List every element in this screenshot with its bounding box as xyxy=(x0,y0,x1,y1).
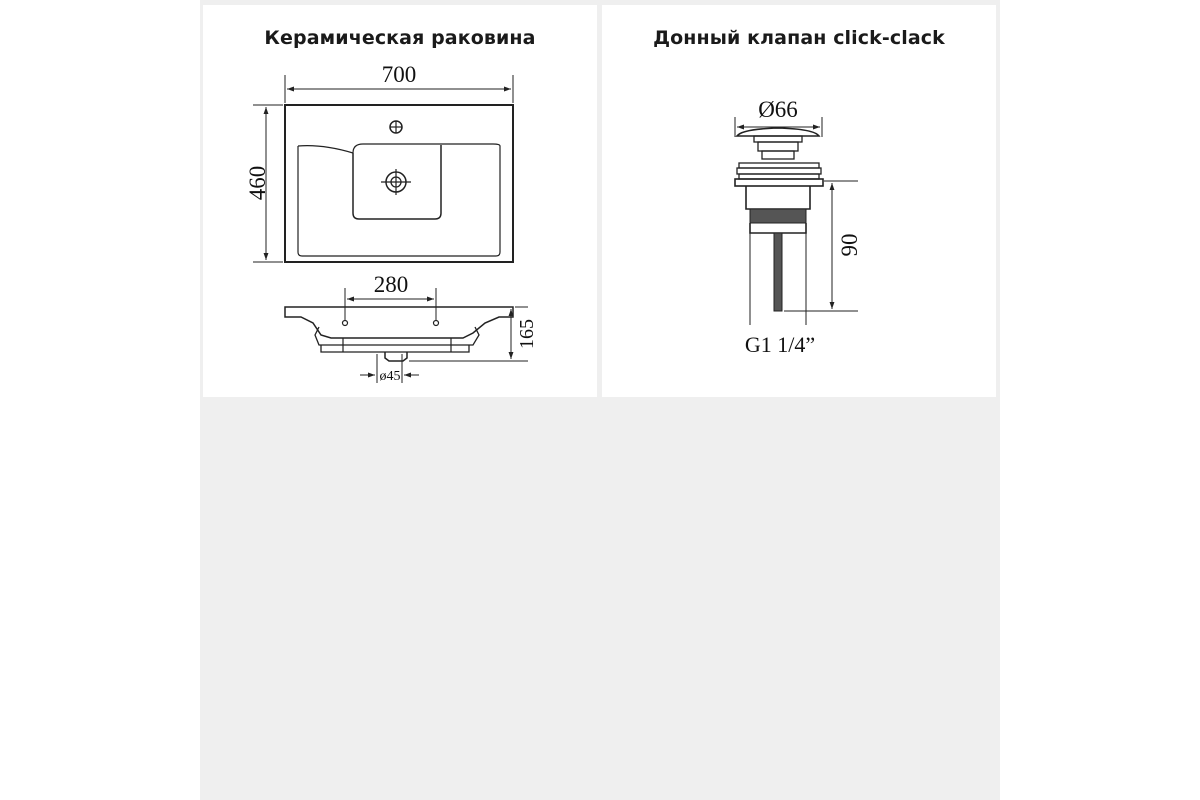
dim-drain-diameter-label: ø45 xyxy=(379,369,401,384)
dim-thread-label: G1 1/4” xyxy=(744,332,816,357)
sink-drawing-panel xyxy=(203,5,597,397)
dim-faucet-spacing xyxy=(345,272,436,321)
dim-width xyxy=(285,62,513,103)
dim-drain-diameter xyxy=(360,354,419,384)
sink-top-view xyxy=(285,105,513,262)
dim-length xyxy=(784,181,862,311)
dim-length-label: 90 xyxy=(837,233,862,257)
drain-icon xyxy=(381,169,411,195)
sink-technical-drawing xyxy=(203,5,597,397)
dim-width-label: 700 xyxy=(381,62,417,87)
dim-height-label: 165 xyxy=(516,319,538,349)
dim-height xyxy=(409,307,538,361)
dim-depth-label: 460 xyxy=(245,165,270,201)
dim-faucet-spacing-label: 280 xyxy=(373,272,409,297)
dim-depth xyxy=(245,105,283,262)
valve-title: Донный клапан click-clack xyxy=(653,27,945,49)
valve-drawing-panel xyxy=(602,5,996,397)
sink-side-view xyxy=(285,307,513,361)
sink-title: Керамическая раковина xyxy=(264,27,536,49)
valve-technical-drawing xyxy=(602,5,996,397)
faucet-hole-icon xyxy=(390,121,402,133)
dim-cap-diameter-label: Ø66 xyxy=(758,97,798,122)
click-clack-valve xyxy=(735,128,823,325)
